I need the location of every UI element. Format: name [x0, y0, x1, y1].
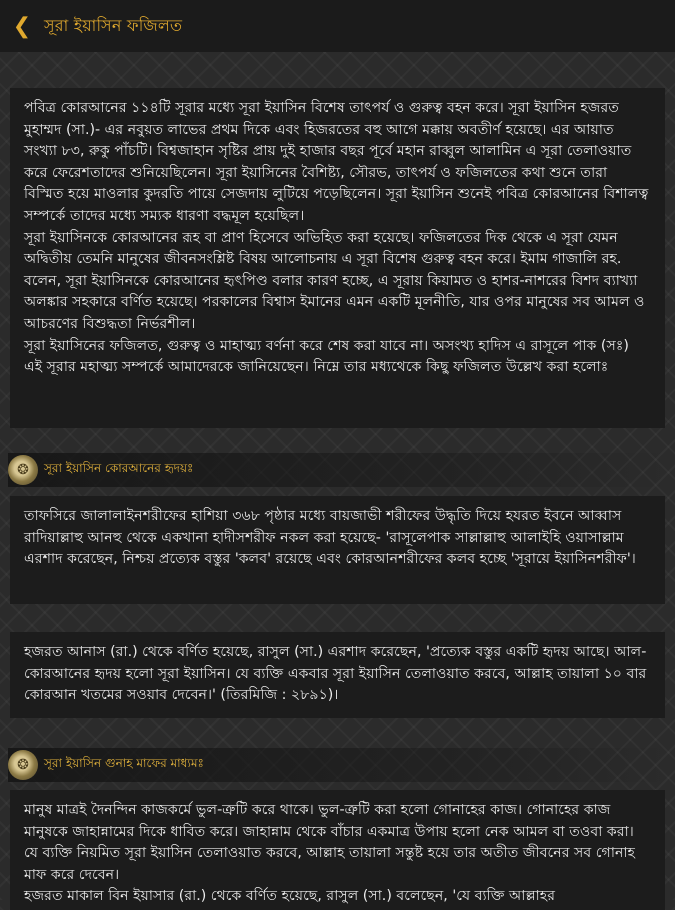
forgiveness-paragraph: হজরত মাকাল বিন ইয়াসার (রা.) থেকে বর্ণিত হয়েছে, রাসুল (সা.) বলেছেন, 'যে ব্যক্তি আল্লাহর — [24, 888, 556, 905]
hadith-paragraph: হজরত আনাস (রা.) থেকে বর্ণিত হয়েছে, রাসুল (সা.) এরশাদ করেছেন, 'প্রত্যেক বস্তুর একটি হৃদয় আছে। আল-কোরআনের হৃদয় হলো সূরা ইয়াসিন। যে ব্যক্তি একবার সূরা ইয়াসিন তেলাওয়াত করবে, আল্লাহ তায়ালা ১০ বার কোরআন খতমের সওয়াব দেবেন।' (তিরমিজি : ২৮৯১)। — [24, 644, 647, 704]
page-title: সূরা ইয়াসিন ফজিলত — [44, 15, 183, 35]
tafsir-paragraph: তাফসিরে জালালাইনশরীফের হাশিয়া ৩৬৮ পৃষ্ঠার মধ্যে বায়জাভী শরীফের উদ্ধৃতি দিয়ে হযরত ইবনে আব্বাস রাদিয়াল্লাহু আনহু থেকে একখানা হাদীসশরীফ নকল করা হয়েছে- 'রাসূলেপাক সাল্লাল্লাহু আলাইহি ওয়াসাল্লাম এরশাদ করেছেন, নিশ্চয় প্রত্যেক বস্তুর 'কলব' রয়েছে এবং কোরআনশরীফের কলব হচ্ছে 'সূরায়ে ইয়াসিনশরীফ'। — [24, 508, 636, 568]
section-header-forgiveness — [8, 748, 667, 782]
app-bar — [0, 0, 675, 52]
intro-paragraph: সূরা ইয়াসিনকে কোরআনের রূহ বা প্রাণ হিসেবে অভিহিত করা হয়েছে। ফজিলতের দিক থেকে এ সূরা যেমন অদ্বিতীয় তেমনি মানুষের জীবনসংশ্লিষ্ট বিষয় আলোচনায় এ সূরা বিশেষ গুরুত্ব বহন করে। ইমাম গাজালি রহ. বলেন, সূরা ইয়াসিনকে কোরআনের হৃৎপিণ্ড বলার কারণ হচ্ছে, এ সূরায় কিয়ামত ও হাশর-নাশরের বিশদ ব্যাখ্যা অলঙ্কার সহকারে বর্ণিত হয়েছে। পরকালের বিশ্বাস ইমানের এমন একটি মূলনীতি, যার ওপর মানুষের সব আমল ও আচরণের বিশুদ্ধতা নির্ভরশীল। — [24, 229, 645, 332]
gold-emblem-icon: ❂ — [8, 455, 38, 485]
chevron-left-icon[interactable]: ❮ — [12, 13, 32, 39]
tafsir-panel — [10, 496, 665, 604]
intro-paragraph: পবিত্র কোরআনের ১১৪টি সূরার মধ্যে সূরা ইয়াসিন বিশেষ তাৎপর্য ও গুরুত্ব বহন করে। সূরা ইয়াসিন হজরত মুহাম্মদ (সা.)- এর নবুয়ত লাভের প্রথম দিকে এবং হিজরতের বহু আগে মক্কায় অবতীর্ণ হয়েছে। এর আয়াত সংখ্যা ৮৩, রুকু পাঁচটি। বিশ্বজাহান সৃষ্টির প্রায় দুই হাজার বছর পূর্বে মহান রাব্বুল আলামিন এ সূরা তেলাওয়াত করে ফেরেশতাদের শুনিয়েছিলেন। সূরা ইয়াসিনের বৈশিষ্ট্য, সৌরভ, তাৎপর্য ও ফজিলতের কথা শুনে তারা বিস্মিত হয়ে মাওলার কুদরতি পায়ে সেজদায় লুটিয়ে পড়েছিলেন। সূরা ইয়াসিন শুনেই পবিত্র কোরআনের বিশালত্ব সম্পর্কে তাদের মধ্যে সম্যক ধারণা বদ্ধমূল হয়েছিল। — [24, 100, 649, 224]
section-title: সূরা ইয়াসিন গুনাহ মাফের মাধ্যমঃ — [44, 756, 204, 770]
forgiveness-panel — [10, 790, 665, 910]
intro-paragraph: সূরা ইয়াসিনের ফজিলত, গুরুত্ব ও মাহাত্ম্য বর্ণনা করে শেষ করা যাবে না। অসংখ্য হাদিস এ রাসূলে পাক (সঃ) এই সূরার মহাত্ম্য সম্পর্কে আমাদেরকে জানিয়েছেন। নিম্নে তার মধ্যথেকে কিছু ফজিলত উল্লেখ করা হলোঃ — [24, 337, 629, 376]
back-button[interactable] — [0, 0, 44, 52]
gold-emblem-icon: ❂ — [8, 750, 38, 780]
forgiveness-paragraph: মানুষ মাত্রই দৈনন্দিন কাজকর্মে ভুল-ত্রুটি করে থাকে। ভুল-ত্রুটি করা হলো গোনাহের কাজ। গোনাহের কাজ মানুষকে জাহান্নামের দিকে ধাবিত করে। জাহান্নাম থেকে বাঁচার একমাত্র উপায় হলো নেক আমল বা তওবা করা। যে ব্যক্তি নিয়মিত সূরা ইয়াসিন তেলাওয়াত করবে, আল্লাহ তায়ালা সন্তুষ্ট হয়ে তার অতীত জীবনের সব গোনাহ মাফ করে দেবেন। — [24, 802, 636, 883]
section-title: সূরা ইয়াসিন কোরআনের হৃদয়ঃ — [44, 461, 194, 475]
intro-panel — [10, 88, 665, 428]
hadith-panel — [10, 632, 665, 718]
section-header-heart — [8, 453, 667, 487]
